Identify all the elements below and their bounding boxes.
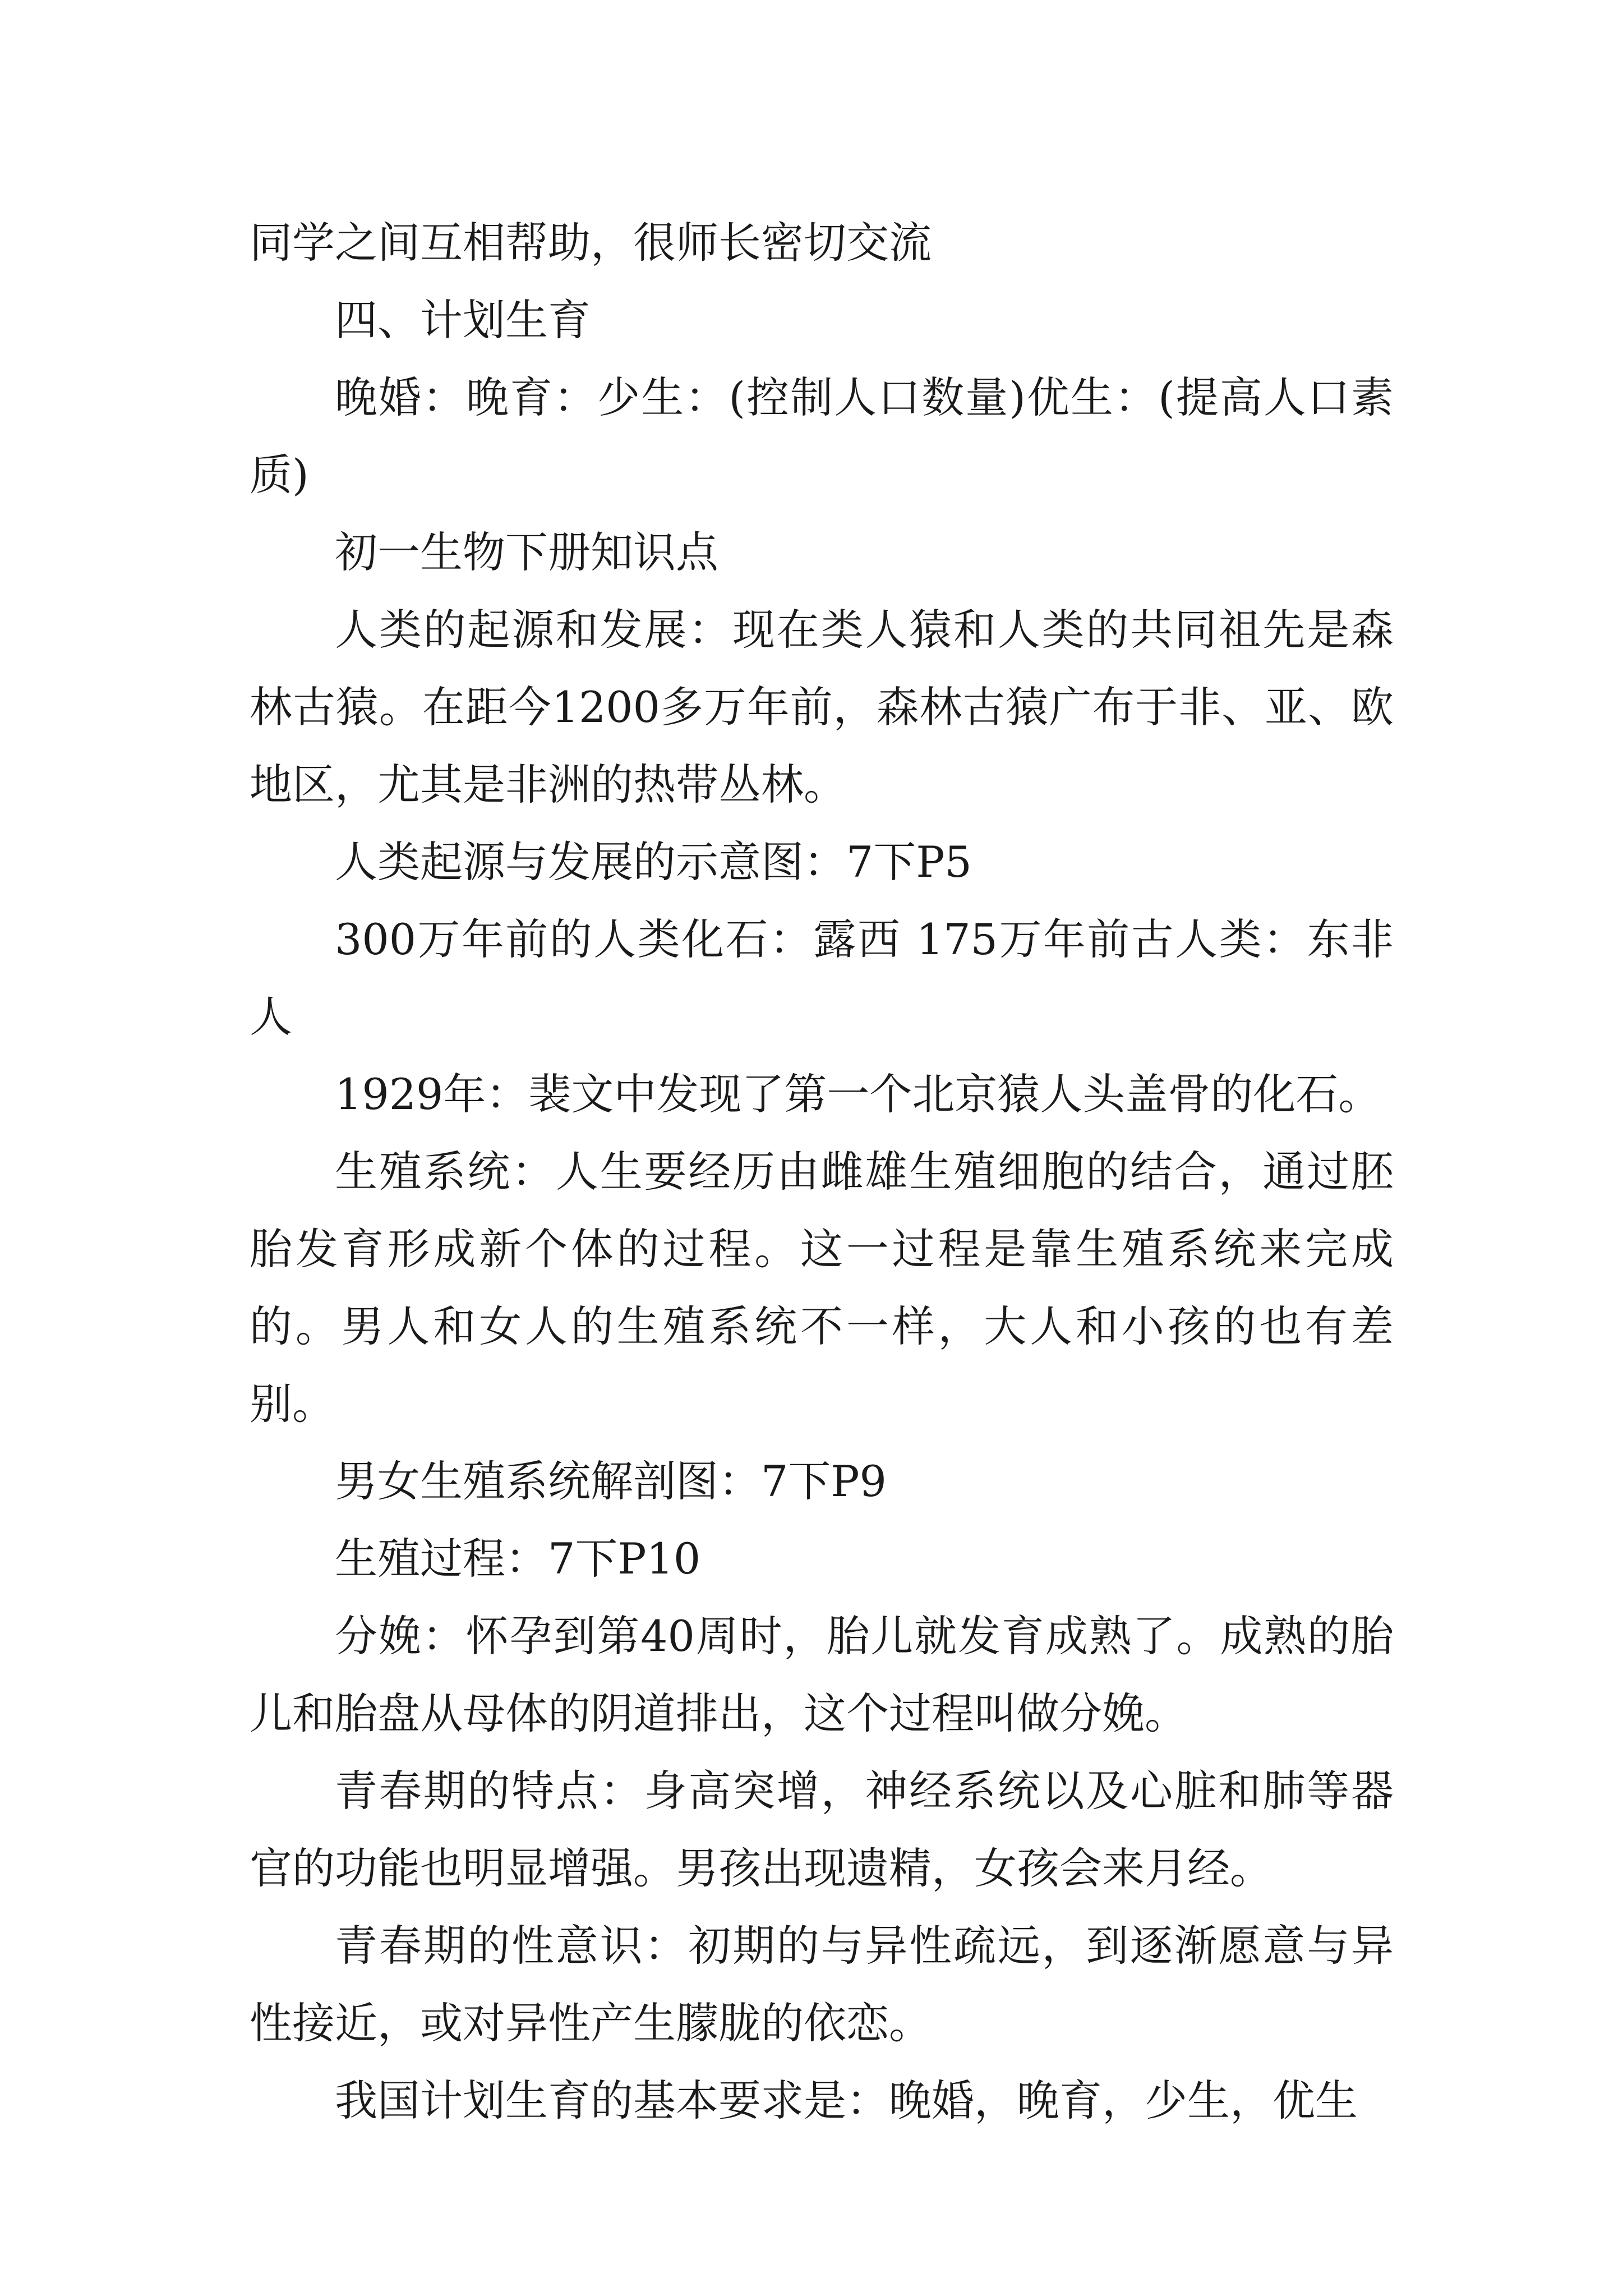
paragraph: 300万年前的人类化石：露西 175万年前古人类：东非人 <box>250 914 1394 1042</box>
paragraph: 生殖系统：人生要经历由雌雄生殖细胞的结合，通过胚胎发育形成新个体的过程。这一过程是靠生殖系统来完成的。男人和女人的生殖系统不一样，大人和小孩的也有差别。 <box>250 1147 1394 1429</box>
paragraph: 分娩：怀孕到第40周时，胎儿就发育成熟了。成熟的胎儿和胎盘从母体的阴道排出，这个过程叫做分娩。 <box>250 1611 1394 1738</box>
paragraph: 青春期的特点：身高突增，神经系统以及心脏和肺等器官的功能也明显增强。男孩出现遗精，女孩会来月经。 <box>250 1766 1394 1893</box>
paragraph: 生殖过程：7下P10 <box>335 1534 701 1584</box>
paragraph: 青春期的性意识：初期的与异性疏远，到逐渐愿意与异性接近，或对异性产生朦胧的依恋。 <box>250 1921 1394 2048</box>
paragraph: 人类的起源和发展：现在类人猿和人类的共同祖先是森林古猿。在距今1200多万年前，森林古猿广布于非、亚、欧地区，尤其是非洲的热带丛林。 <box>250 605 1394 809</box>
paragraph: 晚婚：晚育：少生：(控制人口数量)优生：(提高人口素质) <box>250 372 1394 500</box>
paragraph: 我国计划生育的基本要求是：晚婚，晚育，少生，优生 <box>335 2076 1358 2125</box>
section-heading: 初一生物下册知识点 <box>335 527 718 577</box>
paragraph: 人类起源与发展的示意图：7下P5 <box>335 837 972 887</box>
section-heading: 四、计划生育 <box>335 295 591 345</box>
paragraph: 男女生殖系统解剖图：7下P9 <box>335 1456 887 1506</box>
document-body <box>250 204 1394 2139</box>
paragraph-continuation: 同学之间互相帮助，很师长密切交流 <box>250 218 932 268</box>
paragraph: 1929年：裴文中发现了第一个北京猿人头盖骨的化石。 <box>335 1069 1381 1119</box>
